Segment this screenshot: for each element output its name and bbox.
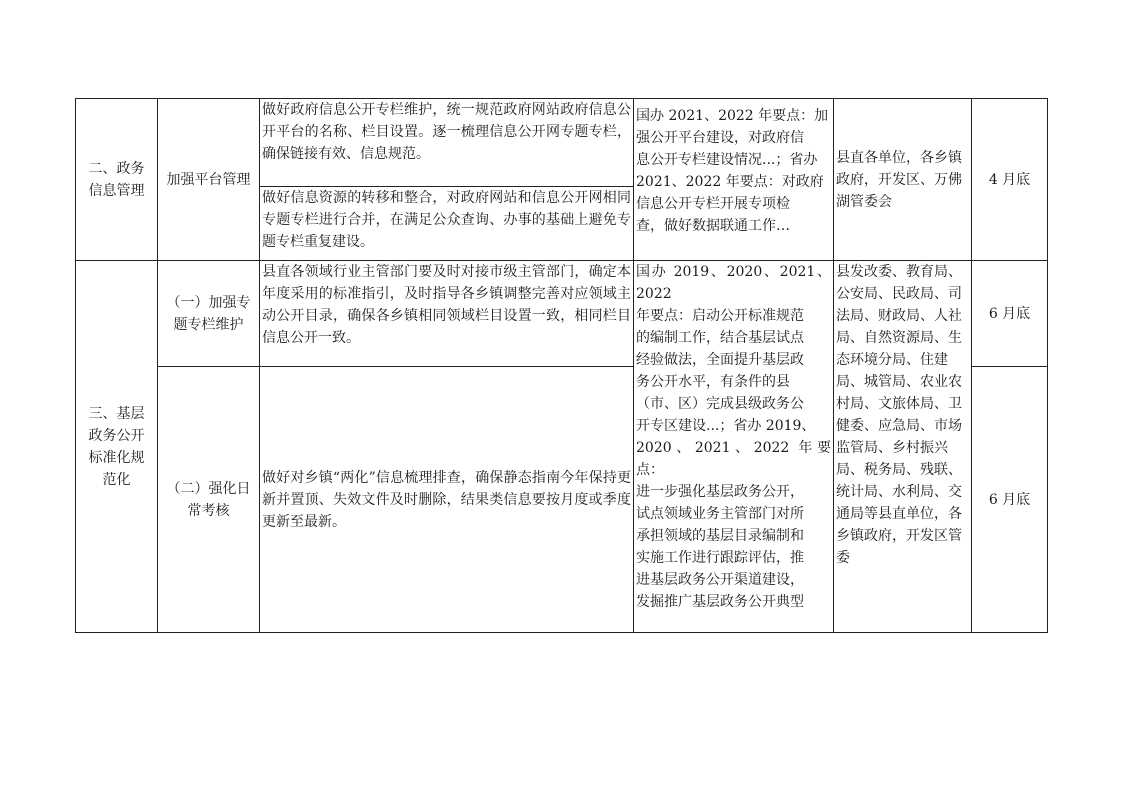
units-line: 通局等县直单位，各 bbox=[836, 506, 962, 522]
basis-cell bbox=[634, 99, 834, 261]
units-line: 健委、应急局、市场 bbox=[836, 418, 962, 434]
basis-line: 2020、2021、2022 年要点： bbox=[636, 440, 831, 478]
units-cell bbox=[834, 99, 972, 261]
content-text: 做好对乡镇“两化”信息梳理排查，确保静态指南今年保持更新并置顶、失效文件及时删除，结果类信息要按月度或季度更新至最新。 bbox=[262, 469, 631, 530]
content-cell bbox=[260, 261, 634, 367]
deadline-cell bbox=[972, 261, 1048, 367]
units-text: 县直各单位，各乡镇政府，开发区、万佛湖管委会 bbox=[836, 149, 962, 210]
units-line: 局、税务局、残联、 bbox=[836, 462, 962, 478]
units-line: 监管局、乡村振兴 bbox=[836, 440, 948, 456]
basis-line: 务公开水平，有条件的县 bbox=[636, 374, 790, 390]
basis-line: 的编制工作，结合基层试点 bbox=[636, 330, 804, 346]
units-line: 局、自然资源局、生 bbox=[836, 330, 962, 346]
units-line: 村局、文旅体局、卫 bbox=[836, 396, 962, 412]
table-row bbox=[76, 261, 1048, 367]
units-line: 态环境分局、住建 bbox=[836, 352, 948, 368]
basis-line: 2021、2022 年要点：对政府 bbox=[636, 174, 824, 190]
basis-line: 信息公开专栏开展专项检 bbox=[636, 196, 790, 212]
basis-line: 发掘推广基层政务公开典型 bbox=[636, 594, 804, 610]
item-cell bbox=[158, 367, 260, 633]
deadline-cell bbox=[972, 367, 1048, 633]
content-cell bbox=[260, 187, 634, 261]
basis-line: 经验做法，全面提升基层政 bbox=[636, 352, 804, 368]
table-row bbox=[76, 99, 1048, 187]
content-cell bbox=[260, 367, 634, 633]
deadline-text: 6 月底 bbox=[988, 491, 1031, 508]
content-cell bbox=[260, 99, 634, 187]
basis-line: 年要点：启动公开标准规范 bbox=[636, 308, 804, 324]
work-plan-table bbox=[75, 98, 1048, 633]
category-label: 三、基层政务公开标准化规范化 bbox=[88, 405, 145, 488]
basis-line: 进基层政务公开渠道建设， bbox=[636, 572, 804, 588]
basis-line: 息公开专栏建设情况...；省办 bbox=[636, 152, 818, 168]
units-line: 县发改委、教育局、 bbox=[836, 264, 962, 280]
deadline-cell bbox=[972, 99, 1048, 261]
basis-line: 实施工作进行跟踪评估，推 bbox=[636, 550, 804, 566]
content-text: 县直各领域行业主管部门要及时对接市级主管部门，确定本年度采用的标准指引，及时指导各乡镇调整完善对应领域主动公开目录，确保各乡镇相同领域栏目设置一致，相同栏目信息公开一致。 bbox=[262, 264, 631, 346]
basis-line: 强公开平台建设，对政府信 bbox=[636, 130, 804, 146]
basis-line: 国办 2021、2022 年要点：加 bbox=[636, 108, 829, 124]
units-line: 公安局、民政局、司 bbox=[836, 286, 962, 302]
units-cell bbox=[834, 261, 972, 633]
units-line: 统计局、水利局、交 bbox=[836, 484, 962, 500]
category-cell bbox=[76, 261, 158, 633]
units-line: 局、城管局、农业农 bbox=[836, 374, 962, 390]
item-label: （二）强化日常考核 bbox=[166, 480, 251, 519]
content-text: 做好信息资源的转移和整合，对政府网站和信息公开网相同专题专栏进行合并，在满足公众查询、办事的基础上避免专题专栏重复建设。 bbox=[262, 190, 631, 250]
basis-line: 开专区建设...；省办 2019、 bbox=[636, 418, 816, 434]
basis-line: 进一步强化基层政务公开， bbox=[636, 484, 804, 500]
deadline-text: 4 月底 bbox=[988, 171, 1031, 188]
content-text: 做好政府信息公开专栏维护，统一规范政府网站政府信息公开平台的名称、栏目设置。逐一梳理信息公开网专题专栏，确保链接有效、信息规范。 bbox=[262, 102, 631, 162]
item-cell bbox=[158, 99, 260, 261]
item-label: 加强平台管理 bbox=[166, 171, 251, 188]
category-cell bbox=[76, 99, 158, 261]
basis-line: 国办 2019、2020、2021、2022 bbox=[636, 264, 831, 302]
units-line: 委 bbox=[836, 550, 850, 566]
category-label: 二、政务信息管理 bbox=[88, 160, 145, 199]
item-label: （一）加强专题专栏维护 bbox=[166, 294, 251, 333]
basis-line: 承担领域的基层目录编制和 bbox=[636, 528, 804, 544]
units-line: 乡镇政府，开发区管 bbox=[836, 528, 962, 544]
basis-cell bbox=[634, 261, 834, 633]
basis-line: 查，做好数据联通工作… bbox=[636, 218, 790, 234]
basis-line: （市、区）完成县级政务公 bbox=[636, 396, 804, 412]
item-cell bbox=[158, 261, 260, 367]
deadline-text: 6 月底 bbox=[988, 305, 1031, 322]
basis-line: 试点领域业务主管部门对所 bbox=[636, 506, 804, 522]
units-line: 法局、财政局、人社 bbox=[836, 308, 962, 324]
